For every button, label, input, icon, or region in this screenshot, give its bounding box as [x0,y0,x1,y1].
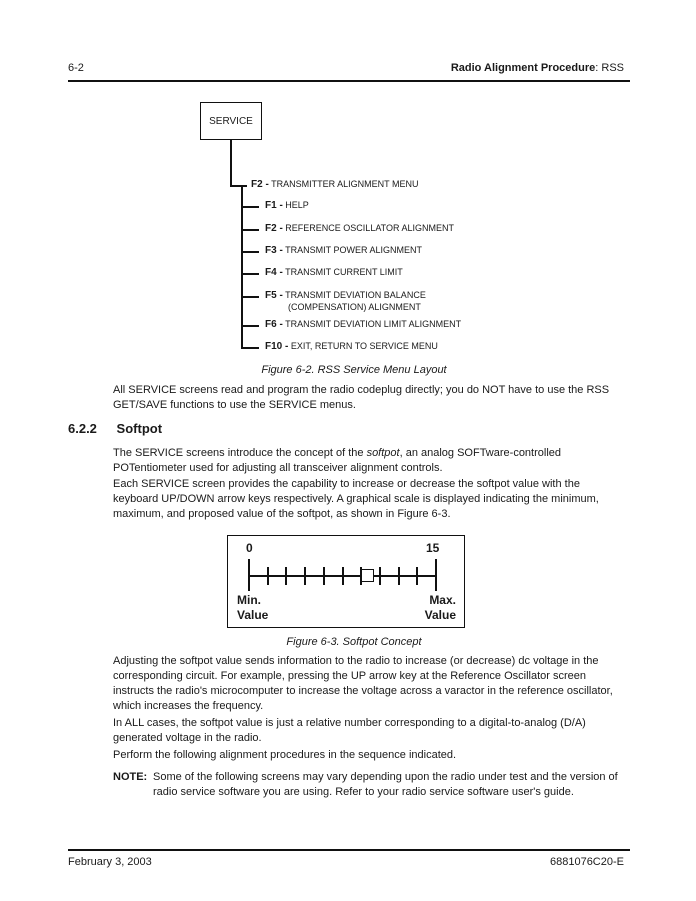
menu-label: TRANSMIT DEVIATION BALANCE [285,290,426,300]
menu-label: REFERENCE OSCILLATOR ALIGNMENT [285,223,454,233]
section-title: Softpot [116,421,163,436]
max-label-line2: Value [424,608,456,622]
menu-item-help [265,200,309,211]
scale-tick [248,559,250,591]
scale-tick [342,567,344,585]
min-value-label [237,593,268,623]
tree-branch [241,206,259,208]
menu-item-transmit-power [265,245,422,256]
paragraph-service-screens: All SERVICE screens read and program the radio codeplug directly; you do NOT have to use the RSS GET/SAVE functions to use the SERVICE menus. [113,384,610,411]
footer-doc-number: 6881076C20-E [549,856,624,868]
tree-branch [241,325,259,327]
menu-label: TRANSMIT POWER ALIGNMENT [285,245,422,255]
scale-tick [304,567,306,585]
tree-connector [230,140,232,187]
menu-key: F3 - [265,245,283,256]
service-box [200,102,262,140]
running-header [451,62,624,74]
menu-item-reference-oscillator [265,223,454,234]
menu-key: F6 - [265,319,283,330]
min-label-line1: Min. [237,593,261,607]
scale-tick [416,567,418,585]
tree-branch [241,347,259,349]
menu-key: F2 - [251,179,269,190]
scale-tick [285,567,287,585]
scale-tick [323,567,325,585]
header-rule [68,80,630,82]
tree-connector [230,185,247,187]
scale-tick [379,567,381,585]
figure-caption: Figure 6-3. Softpot Concept [286,636,422,648]
intro-text-b: , an analog SOFTware-controlled POTentiometer used for adjusting all transceiver alignment controls. [113,447,562,474]
section-heading [68,421,162,436]
menu-key: F10 - [265,341,289,352]
service-box-label: SERVICE [209,115,253,127]
softpot-figure-box [227,535,465,628]
menu-label: TRANSMIT CURRENT LIMIT [285,267,403,277]
figure-caption: Figure 6-2. RSS Service Menu Layout [261,364,447,376]
intro-softpot-term: softpot [366,447,400,459]
menu-item-deviation-limit [265,319,461,330]
note-label: NOTE: [113,771,148,783]
tree-branch [241,229,259,231]
menu-key: F2 - [265,223,283,234]
min-label-line2: Value [237,608,269,622]
section-number: 6.2.2 [68,421,97,436]
paragraph-perform: Perform the following alignment procedures in the sequence indicated. [113,749,457,761]
scale-tick [267,567,269,585]
menu-label: EXIT, RETURN TO SERVICE MENU [290,341,438,351]
tree-branch [241,273,259,275]
menu-key: F1 - [265,200,283,211]
max-value-label [425,593,456,623]
scale-min-number: 0 [246,541,253,555]
menu-item-exit [265,341,438,352]
footer-date: February 3, 2003 [68,856,152,868]
menu-label: TRANSMITTER ALIGNMENT MENU [271,179,419,189]
menu-key: F5 - [265,290,283,301]
softpot-value-marker [361,569,374,582]
running-header-suffix: : RSS [595,62,624,74]
tree-branch [241,296,259,298]
footer-rule [68,849,630,851]
paragraph-all-cases: In ALL cases, the softpot value is just a relative number corresponding to a digital-to-analog (D/A) generated voltage in the radio. [113,717,586,744]
scale-tick [435,559,437,591]
menu-item-transmitter-alignment [251,179,418,190]
menu-label: TRANSMIT DEVIATION LIMIT ALIGNMENT [285,319,462,329]
intro-text-a: The SERVICE screens introduce the concept of the [113,447,367,459]
menu-label: HELP [285,200,309,210]
tree-branch [241,251,259,253]
paragraph-each-screen: Each SERVICE screen provides the capability to increase or decrease the softpot value with the keyboard UP/DOWN arrow keys respectively. A graphical scale is displayed indicating the minimum, maximum, and proposed value of the softpot, as shown in Figure 6-3. [113,478,599,520]
menu-key: F4 - [265,267,283,278]
paragraph-softpot-intro [113,446,613,476]
menu-item-deviation-balance [265,290,426,301]
paragraph-adjusting: Adjusting the softpot value sends information to the radio to increase (or decrease) dc voltage in the corresponding circuit. For example, pressing the UP arrow key at the Reference Oscillator screen instructs the radio's microcomputer to increase the voltage across a varactor in the reference oscillator, which increases the frequency. [113,655,613,712]
scale-max-number: 15 [426,541,440,555]
note-block [113,770,623,800]
note-text: Some of the following screens may vary depending upon the radio under test and the version of radio service software you are using. Refer to your radio service software user's guide. [153,771,618,798]
menu-label-continued: (COMPENSATION) ALIGNMENT [288,302,421,312]
max-label-line1: Max. [429,593,456,607]
scale-tick [398,567,400,585]
menu-item-transmit-current [265,267,403,278]
running-header-title: Radio Alignment Procedure [450,62,596,74]
page-number: 6-2 [68,62,84,74]
